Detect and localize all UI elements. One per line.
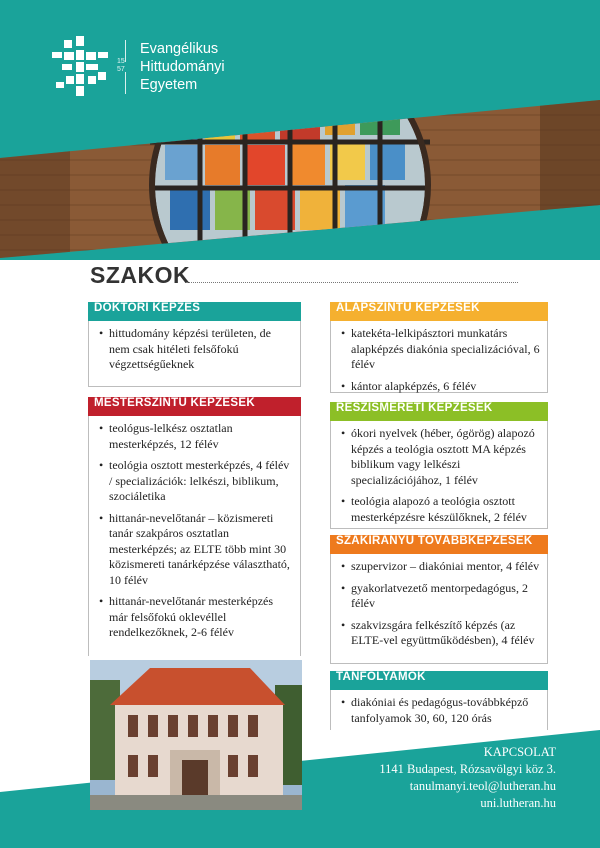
page-title: SZAKOK	[90, 262, 191, 288]
contact-block	[379, 744, 556, 812]
contact-website[interactable]: uni.lutheran.hu	[480, 796, 556, 810]
university-name	[140, 40, 225, 94]
section-heading-reszismereti: RÉSZISMERETI KÉPZÉSEK	[330, 402, 548, 421]
university-name-line: Evangélikus	[140, 41, 219, 57]
list-item: • gyakorlatvezető mentorpedagógus, 2 félév	[341, 581, 541, 612]
section-heading-szakiranyu: SZAKIRÁNYÚ TOVÁBBKÉPZÉSEK	[330, 535, 548, 554]
list-item: • katekéta-lelkipásztori munkatárs alapképzés diakónia specializációval, 6 félév	[341, 326, 541, 373]
section-body-reszismereti	[330, 421, 548, 529]
list-item: • hittudomány képzési területen, de nem csak hitéleti felsőfokú végzettségűeknek	[99, 326, 294, 373]
section-body-mester	[88, 416, 301, 656]
list-item: • hittanár-nevelőtanár mesterképzés már felsőfokú oklevéllel rendelkezőknek, 2-6 félév	[99, 594, 294, 641]
building-photo	[90, 660, 302, 810]
logo-year	[117, 58, 125, 74]
section-body-alap	[330, 321, 548, 393]
contact-address: 1141 Budapest, Rózsavölgyi köz 3.	[379, 762, 556, 776]
list-item: • teológus-lelkész osztatlan mesterképzés, 12 félév	[99, 421, 294, 452]
section-heading-mester: MESTERSZINTŰ KÉPZÉSEK	[88, 397, 301, 416]
logo-divider	[125, 40, 126, 62]
list-item: • szupervizor – diakóniai mentor, 4 félév	[341, 559, 541, 575]
list-item: • ókori nyelvek (héber, ógörög) alapozó képzés a teológia osztott MA képzés biblikum vagy lelkészi specializációjához, 1 félév	[341, 426, 541, 488]
contact-email[interactable]: tanulmanyi.teol@lutheran.hu	[409, 779, 556, 793]
list-item: • diakóniai és pedagógus-továbbképző tanfolyamok 30, 60, 120 órás	[341, 695, 541, 726]
section-heading-tanfolyamok: TANFOLYAMOK	[330, 671, 548, 690]
section-body-szakiranyu	[330, 554, 548, 664]
list-item: • kántor alapképzés, 6 félév	[341, 379, 541, 395]
section-heading-alap: ALAPSZINTŰ KÉPZÉSEK	[330, 302, 548, 321]
list-item: • szakvizsgára felkészítő képzés (az ELTE-vel együttműködésben), 4 félév	[341, 618, 541, 649]
list-item: • hittanár-nevelőtanár – közismereti tanár szakpáros osztatlan mesterképzés; az ELTE több mint 30 közismereti tanárképzése választható, 10 félév	[99, 511, 294, 589]
section-body-doktori	[88, 321, 301, 387]
contact-label: KAPCSOLAT	[483, 745, 556, 759]
university-name-line: Egyetem	[140, 77, 198, 93]
list-item: • teológia osztott mesterképzés, 4 félév / specializációk: lelkészi, biblikum, szociáletika	[99, 458, 294, 505]
logo-year-top: 15	[117, 58, 125, 65]
list-item: • teológia alapozó a teológia osztott mesterképzésre készülőknek, 2 félév	[341, 494, 541, 525]
logo-divider	[125, 72, 126, 94]
title-dotted-rule	[186, 282, 518, 283]
logo-year-bottom: 57	[117, 66, 125, 73]
university-name-line: Hittudományi	[140, 59, 225, 75]
university-logo-icon	[52, 36, 114, 98]
section-heading-doktori: DOKTORI KÉPZÉS	[88, 302, 301, 321]
